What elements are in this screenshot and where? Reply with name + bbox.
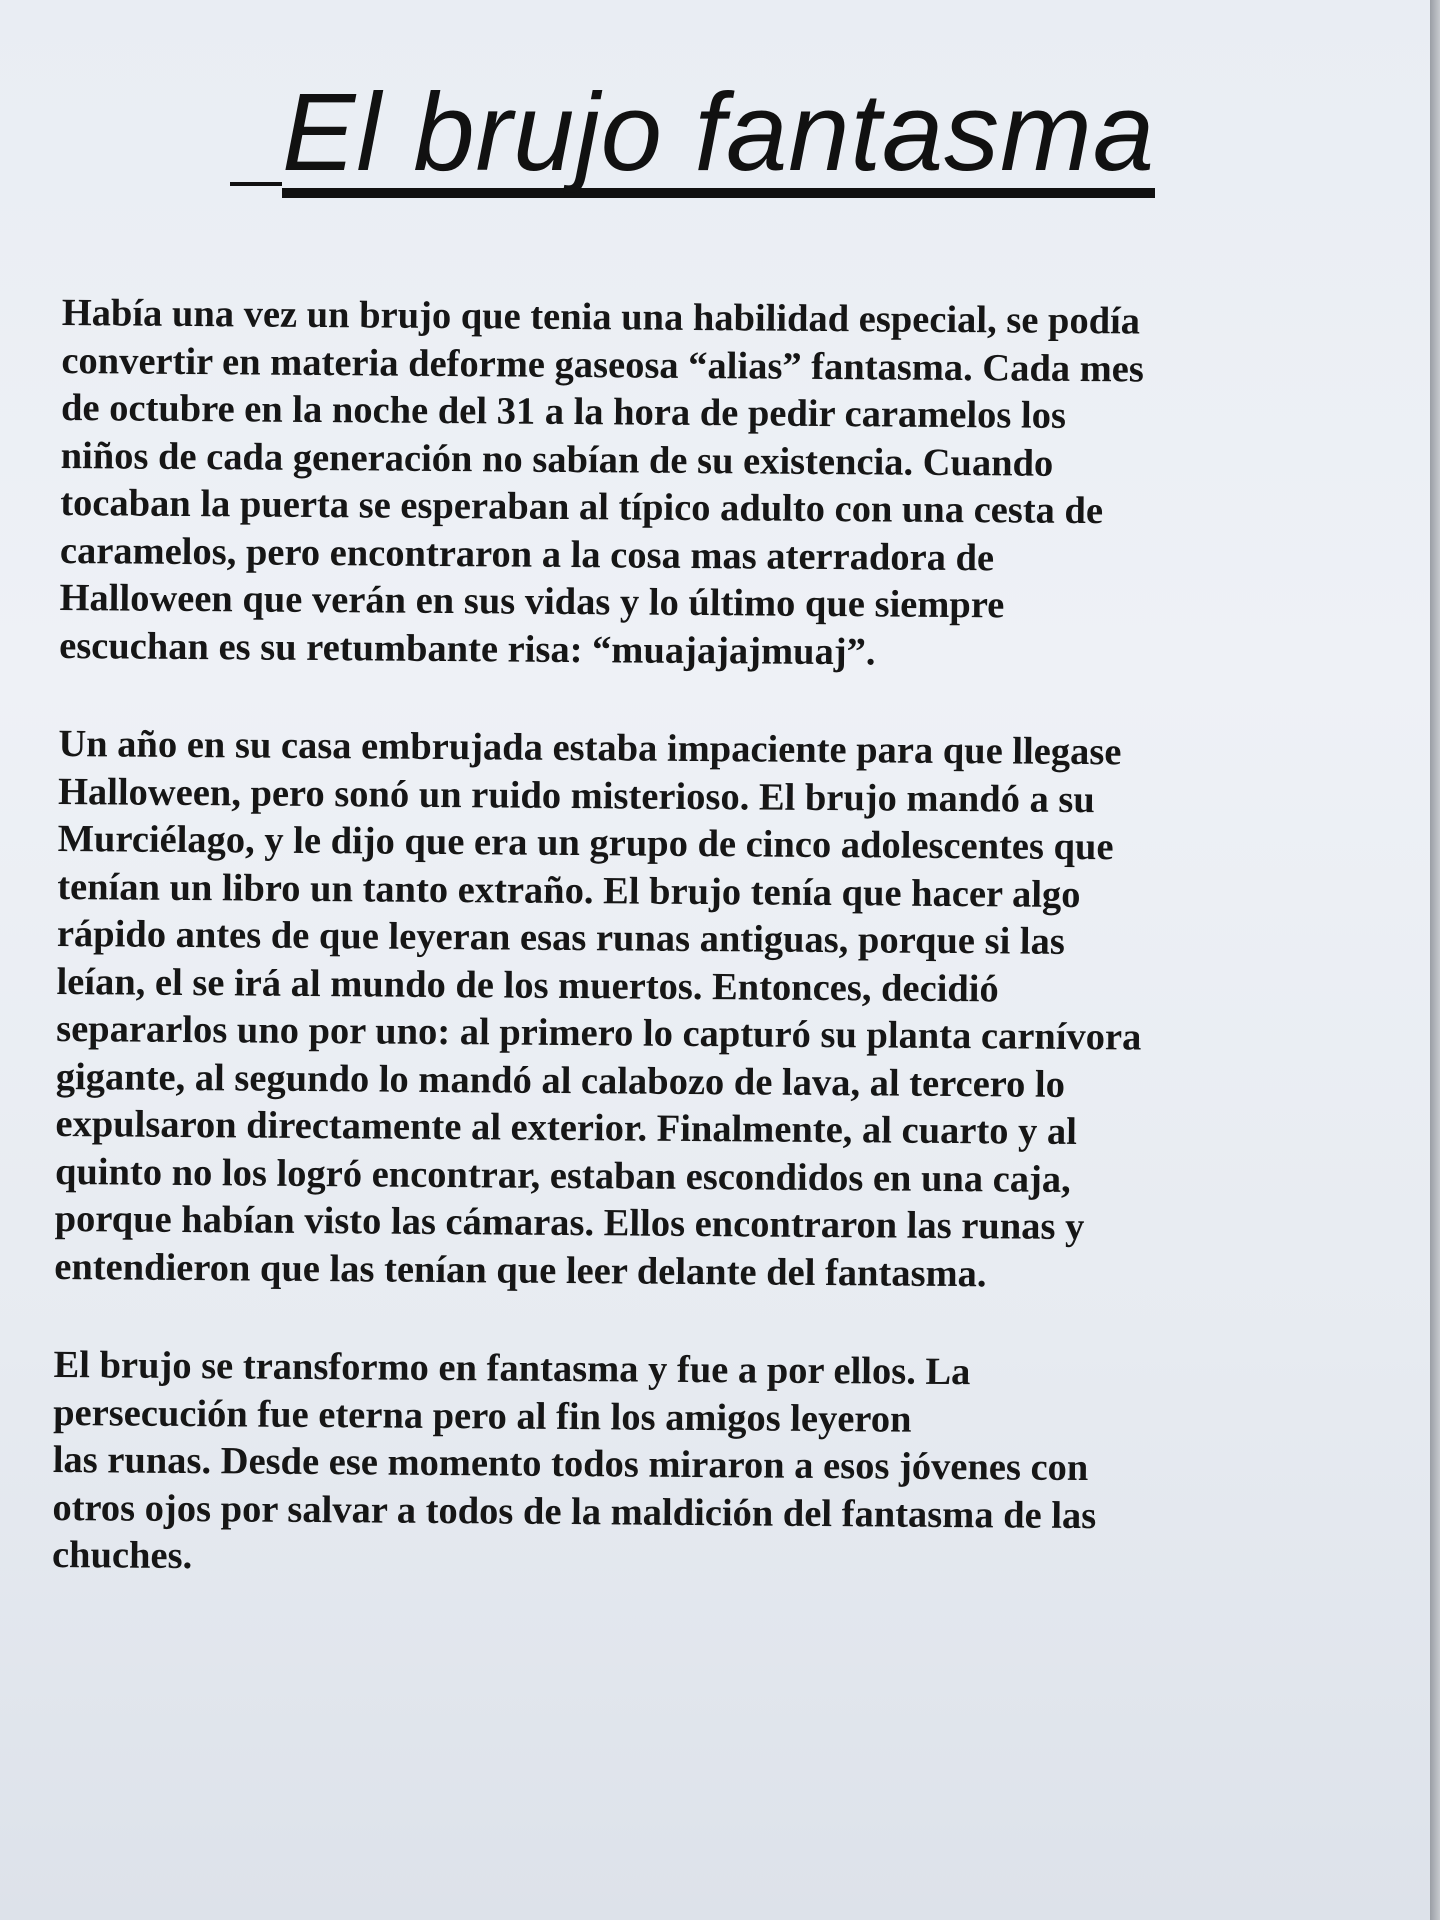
background-edge — [1430, 0, 1440, 1920]
text-line: Halloween, pero sonó un ruido misterioso. El brujo mandó a su — [57, 770, 1095, 821]
text-line: otros ojos por salvar a todos de la maldición del fantasma de las — [52, 1486, 1097, 1537]
text-line: expulsaron directamente al exterior. Finalmente, al cuarto y al — [55, 1102, 1078, 1153]
text-line: tenían un libro un tanto extraño. El brujo tenía que hacer algo — [57, 865, 1081, 916]
text-line: niños de cada generación no sabían de su existencia. Cuando — [60, 434, 1054, 485]
text-line: tocaban la puerta se esperaban al típico adulto con una cesta de — [60, 481, 1104, 533]
title-block — [230, 71, 1230, 218]
text-line: porque habían visto las cámaras. Ellos encontraron las runas y — [54, 1197, 1085, 1249]
text-line: Había una vez un brujo que tenia una habilidad especial, se podía — [61, 291, 1141, 343]
text-line: Halloween que verán en sus vidas y lo último que siempre — [59, 576, 1005, 627]
text-line: escuchan es su retumbante risa: “muajajajmuaj”. — [59, 624, 876, 673]
story-body — [51, 290, 1361, 1641]
text-line: Un año en su casa embrujada estaba impaciente para que llegase — [58, 722, 1122, 774]
page-title: El brujo fantasma — [282, 78, 1155, 198]
paragraph-1 — [59, 290, 1362, 680]
text-line: persecución fue eterna pero al fin los amigos leyeron — [53, 1391, 912, 1441]
text-line: quinto no los logró encontrar, estaban escondidos en una caja, — [54, 1150, 1071, 1201]
text-line: convertir en materia deforme gaseosa “alias” fantasma. Cada mes — [61, 339, 1145, 390]
text-line: rápido antes de que leyeran esas runas antiguas, porque si las — [56, 912, 1065, 963]
title-underline-dash — [230, 182, 282, 186]
text-line: separarlos uno por uno: al primero lo capturó su planta carnívora — [56, 1007, 1142, 1059]
text-line: entendieron que las tenían que leer delante del fantasma. — [54, 1245, 987, 1295]
text-line: Murciélago, y le dijo que era un grupo de cinco adolescentes que — [57, 817, 1114, 869]
text-line: las runas. Desde ese momento todos miraron a esos jóvenes con — [52, 1438, 1089, 1490]
text-line: leían, el se irá al mundo de los muertos. Entonces, decidió — [56, 960, 999, 1010]
text-line: chuches. — [51, 1533, 193, 1578]
text-line: El brujo se transformo en fantasma y fue a por ellos. La — [53, 1343, 971, 1394]
text-line: gigante, al segundo lo mandó al calabozo de lava, al tercero lo — [55, 1055, 1066, 1106]
text-line: de octubre en la noche del 31 a la hora de pedir caramelos los — [60, 386, 1067, 437]
paragraph-2 — [54, 721, 1358, 1301]
text-line: caramelos, pero encontraron a la cosa mas aterradora de — [59, 529, 995, 579]
paragraph-3 — [52, 1342, 1354, 1590]
